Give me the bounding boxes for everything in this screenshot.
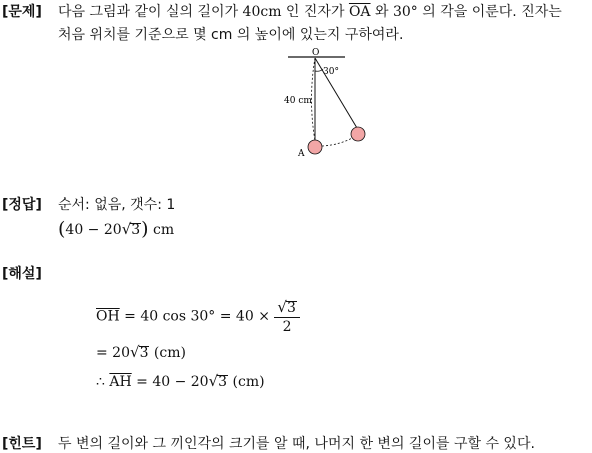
problem-text-b: 인 진자가 <box>281 4 349 20</box>
sqrt-icon: √ <box>121 220 132 238</box>
therefore-symbol: ∴ <box>96 374 110 390</box>
open-paren: ( <box>58 218 66 240</box>
explanation-l3-unit: (cm) <box>228 374 265 390</box>
answer-expression <box>58 218 174 240</box>
explanation-l3-a: = 40 − 20 <box>131 374 209 390</box>
problem-length: 40cm <box>242 4 282 20</box>
l2-radicand: 3 <box>139 345 149 361</box>
bob-swung <box>351 127 365 141</box>
segment-oh: $\overline{OH}$ <box>96 308 120 325</box>
hint-tag: [힌트] <box>2 436 42 452</box>
l3-radicand: 3 <box>218 374 228 390</box>
sqrt-icon: √ <box>130 343 140 361</box>
explanation-line-3 <box>96 372 265 390</box>
close-paren: ) <box>141 218 149 240</box>
explanation-line-1 <box>96 298 300 335</box>
explanation-line-2 <box>96 343 186 361</box>
answer-order: 순서: 없음, 갯수: 1 <box>58 197 176 213</box>
explanation-l2-unit: (cm) <box>149 345 186 361</box>
problem-text-d: 의 각을 이룬다. 진자는 <box>417 4 562 20</box>
length-brace <box>312 58 316 141</box>
explanation-tag: [해설] <box>2 266 42 282</box>
fraction-numerator <box>274 298 299 318</box>
fraction-denominator: 2 <box>282 319 292 335</box>
fraction <box>274 298 299 335</box>
hint-text: 두 변의 길이와 그 끼인각의 크기를 알 때, 나머지 한 변의 길이를 구할 수 있다. <box>58 436 535 452</box>
label-length: 40 cm <box>284 96 312 106</box>
segment-oa: $\overline{OA}$ <box>348 4 371 20</box>
sqrt-icon: √ <box>277 298 287 316</box>
label-o: O <box>312 48 320 58</box>
problem-text-c: 와 <box>370 4 393 20</box>
numerator-radicand: 3 <box>286 300 296 316</box>
bob-original <box>308 140 322 154</box>
problem-tag: [문제] <box>2 4 42 20</box>
explanation-l1-expr: = 40 cos 30° = 40 × <box>119 308 275 325</box>
label-a: A <box>298 149 305 159</box>
explanation-l2-a: = 20 <box>96 345 130 361</box>
sqrt-icon: √ <box>208 372 219 390</box>
segment-ah: $\overline{AH}$ <box>109 374 132 390</box>
pendulum-figure <box>278 44 388 162</box>
swing-arc <box>322 137 354 146</box>
answer-radicand: 3 <box>131 222 141 238</box>
answer-expr-a: 40 − 20 <box>65 222 122 238</box>
problem-line-1 <box>58 1 562 21</box>
label-angle: 30° <box>323 67 339 77</box>
problem-line-2: 처음 위치를 기준으로 몇 cm 의 높이에 있는지 구하여라. <box>58 27 404 43</box>
problem-text-a: 다음 그림과 같이 실의 길이가 <box>58 4 243 20</box>
answer-unit: cm <box>153 222 175 238</box>
problem-angle: 30° <box>392 4 418 20</box>
answer-tag: [정답] <box>2 197 42 213</box>
